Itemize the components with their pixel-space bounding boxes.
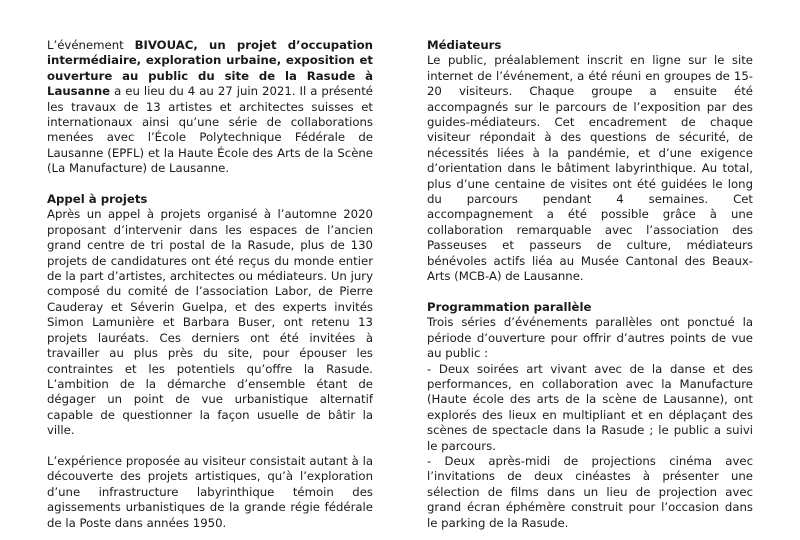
intro-bold: BIVOUAC, un projet d’occupation intermédiaire, exploration urbaine, exposition et ouverture au public du site de la Rasude à Lausanne [47,38,373,99]
appel-paragraph: Après un appel à projets organisé à l’automne 2020 proposant d’intervenir dans les espaces de l’ancien grand centre de tri postal de la Rasude, plus de 130 projets de candidatures ont été reçus du monde entier de la part d’artistes, architectes ou médiateurs. Un jury composé du comité de l’association Labor, de Pierre Cauderay et Séverin Guelpa, et des experts invités Simon Lamunière et Barbara Buser, ont retenu 13 projets lauréats. Ces derniers ont été invitées à travailler au plus près du site, pour épouser les contraintes et les potentiels qu’offre la Rasude. L’ambition de la démarche d’ensemble étant de dégager un point de vue urbanistique alternatif capable de questionner la façon usuelle de bâtir la ville. [47,207,373,438]
left-column [47,38,373,531]
intro-paragraph [47,38,373,177]
programmation-item: - Deux après-midi de projections cinéma avec l’invitations de deux cinéastes à présenter une sélection de films dans un lieu de projection avec grand écran éphémère construit pour l’occasion dans le parking de la Rasude. [427,453,753,530]
right-column [427,38,753,531]
intro-lead: L’événement [47,38,135,52]
experience-paragraph: L’expérience proposée au visiteur consistait autant à la découverte des projets artistiques, qu’à l’exploration d’une infrastructure labyrinthique témoin des agissements urbanistiques de la grande régie fédérale de la Poste dans années 1950. [47,453,373,530]
programmation-intro: Trois séries d’événements parallèles ont ponctué la période d’ouverture pour offrir d’autres points de vue au public : [427,315,753,361]
intro-rest: a eu lieu du 4 au 27 juin 2021. Il a présenté les travaux de 13 artistes et architectes suisses et internationaux ainsi qu’une série de collaborations menées avec l’École Polytechnique Fédérale de Lausanne (EPFL) et la Haute École des Arts de la Scène (La Manufacture) de Lausanne. [47,84,373,176]
appel-heading: Appel à projets [47,192,148,207]
programmation-heading: Programmation parallèle [427,299,592,314]
mediateurs-heading: Médiateurs [427,38,502,52]
mediateurs-paragraph: Le public, préalablement inscrit en ligne sur le site internet de l’événement, a été réuni en groupes de 15-20 visiteurs. Chaque groupe a ensuite été accompagnés sur le parcours de l’exposition par des guides-médiateurs. Cet encadrement de chaque visiteur répondait à des questions de sécurité, de nécessités liées à la pandémie, et d’une exigence d’orientation dans le bâtiment labyrinthique. Au total, plus d’une centaine de visites ont été guidées le long du parcours pendant 4 semaines. Cet accompagnement a été possible grâce à une collaboration remarquable avec l’association des Passeuses et passeurs de culture, médiateurs bénévoles actifs liéa au Musée Cantonal des Beaux-Arts (MCB-A) de Lausanne. [427,53,753,284]
programmation-item: - Deux soirées art vivant avec de la danse et des performances, en collaboration avec la Manufacture (Haute école des arts de la scène de Lausanne), ont explorés des lieux en multipliant et en déplaçant des scènes de spectacle dans la Rasude ; le public a suivi le parcours. [427,361,753,453]
